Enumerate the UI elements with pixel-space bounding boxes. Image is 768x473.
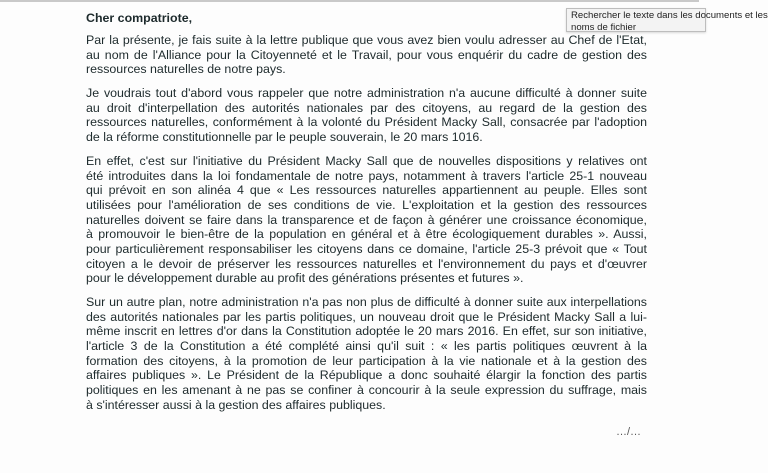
text-line: Sur un autre plan, notre administration n'a pas non plus de difficulté à donner suite aux interpellations [86,295,647,309]
paragraph [86,86,647,145]
paragraph [86,295,647,413]
text-line: ressources naturelles, conformément à la volonté du Président Macky Sall, consacrée par l'adoption [86,115,647,130]
text-line: au nom de l'Alliance pour la Citoyenneté et le Travail, pour vous enquérir du cadre de gestion des [86,47,647,62]
text-line: formation des citoyens, à la promotion de leur participation à la vie nationale et à la gestion des [86,353,647,368]
text-line: pour le développement durable au profit des générations présentes et futures ». [86,271,524,286]
letter-body [86,33,647,413]
text-line: l'article 3 de la Constitution a été complété ainsi qu'il suit : « les partis politiques œuvrent à la [86,339,647,354]
text-line: été introduites dans la loi fondamentale de notre pays, notamment à travers l'article 25-1 nouveau [86,168,647,183]
text-line: affaires publiques ». Le Président de la République a donc souhaité élargir la fonction des partis [86,368,647,383]
text-line: à promouvoir le bien-être de la population en général et à être écologiquement durables ». Aussi, [86,227,647,242]
text-line: Je voudrais tout d'abord vous rappeler que notre administration n'a aucune difficulté à donner suite [86,86,647,101]
search-tooltip [566,8,768,33]
text-line: au droit d'interpellation des autorités nationales par des citoyens, au regard de la gestion des [86,100,647,115]
tooltip-line-2: noms de fichier [571,21,637,33]
text-line: citoyen a le devoir de préserver les ressources naturelles et l'environnement du pays et d'œuvrer [86,256,647,271]
text-line: de la réforme constitutionnelle par le peuple souverain, le 20 mars 1016. [86,130,483,145]
text-line: politiques en les amenant à ne pas se confiner à concourir à la seule expression du suffrage, mais [86,383,647,398]
text-line: En effet, c'est sur l'initiative du Président Macky Sall que de nouvelles dispositions y relatives ont [86,153,647,168]
salutation: Cher compatriote, [86,11,193,25]
text-line: même inscrit en lettres d'or dans la Constitution adoptée le 20 mars 2016. En effet, sur son initiative, [86,324,647,339]
text-line: naturelles doivent se faire dans la transparence et de façon à générer une croissance économique, [86,212,647,227]
paragraph [86,154,647,286]
text-line: ressources naturelles de notre pays. [86,62,286,77]
continuation-mark: …/… [616,426,642,438]
scanned-letter [86,10,647,422]
text-line: pour particulièrement responsabiliser les citoyens dans ce domaine, l'article 25-3 prévoit que « Tout [86,241,647,256]
text-line: utilisées pour l'amélioration de ses conditions de vie. L'exploitation et la gestion des ressources [86,197,647,212]
tooltip-line-1: Rechercher le texte dans les documents et les [571,10,768,21]
text-line: à s'intéresser aussi à la gestion des affaires publiques. [86,397,386,412]
text-line: des autorités nationales par les partis politiques, un nouveau droit que le Président Macky Sall a lui- [86,309,647,324]
paragraph [86,33,647,77]
window-top-border [0,0,699,2]
text-line: qui prévoit en son alinéa 4 que « Les ressources naturelles appartiennent au peuple. Elles sont [86,183,647,198]
text-line: Par la présente, je fais suite à la lettre publique que vous avez bien voulu adresser au Chef de l'Etat, [86,33,647,47]
